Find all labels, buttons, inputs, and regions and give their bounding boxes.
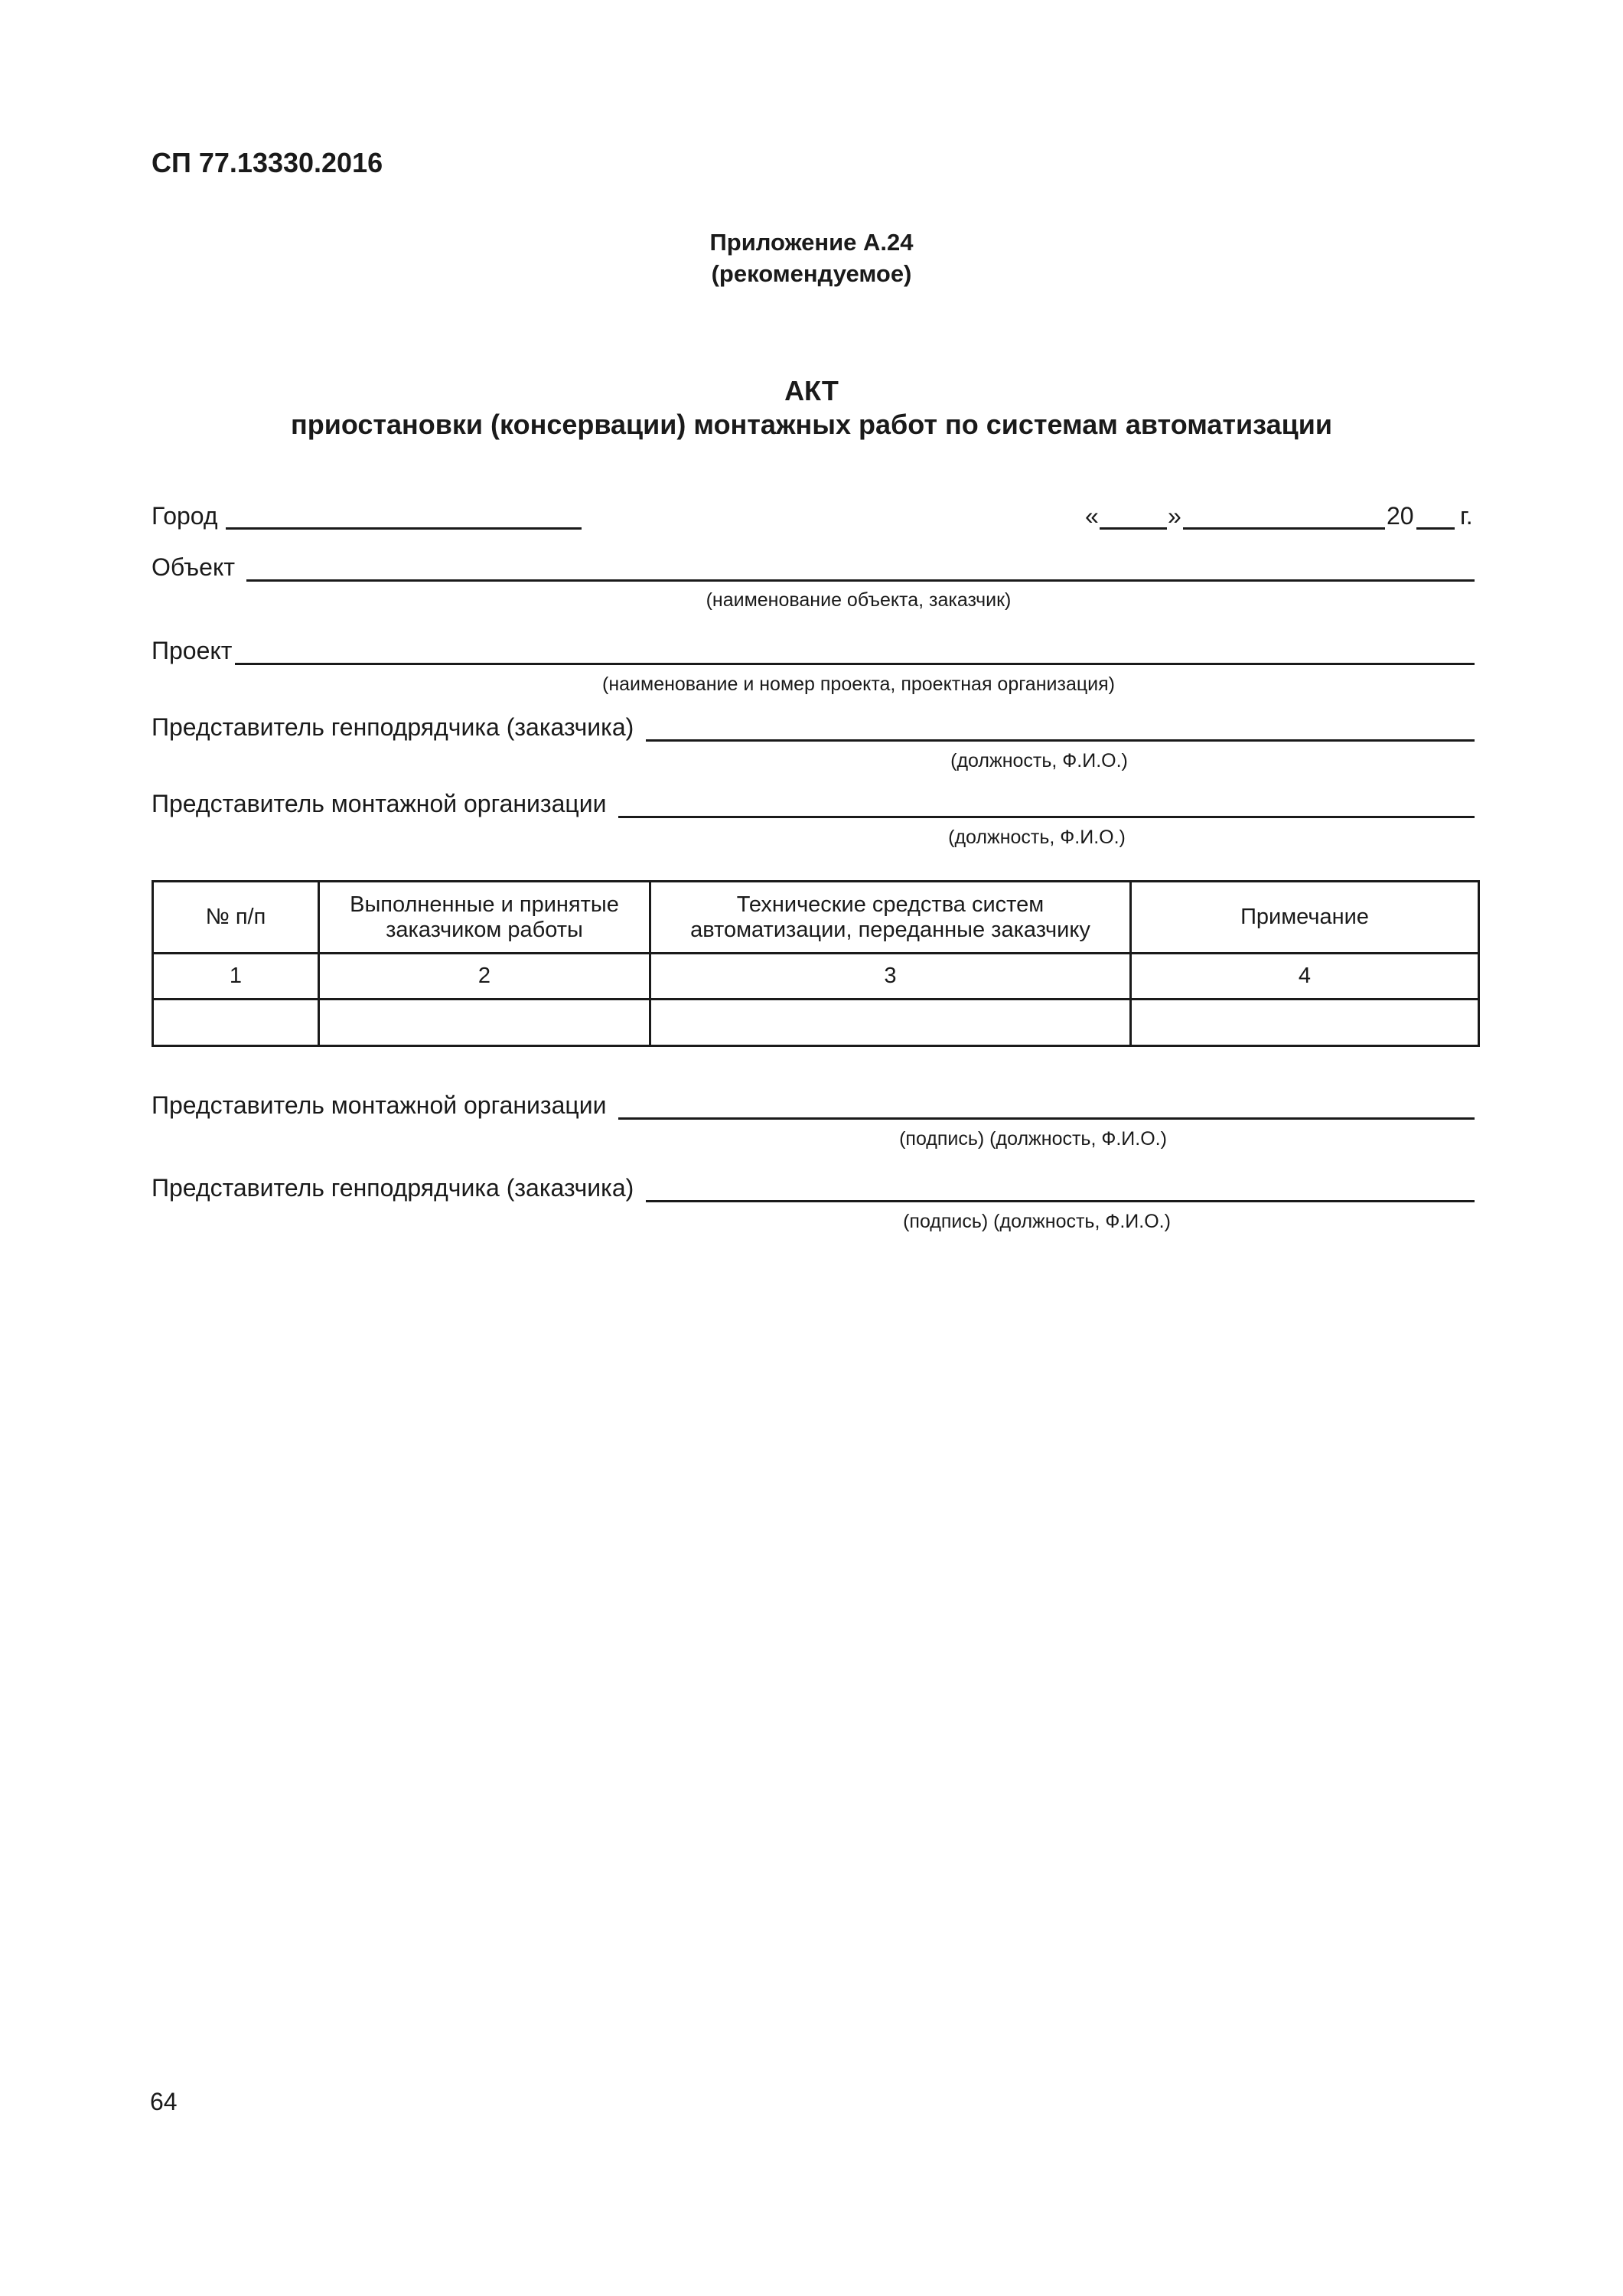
signature-mount-rep-field[interactable]: [618, 1117, 1475, 1120]
table-header-cell: № п/п: [153, 882, 319, 954]
gen-rep-label: Представитель генподрядчика (заказчика): [152, 713, 634, 741]
table-header-cell: Технические средства систем автоматизации, переданные заказчику: [650, 882, 1131, 954]
works-table: [152, 880, 1480, 1047]
act-title: АКТ: [784, 375, 839, 406]
project-label: Проект: [152, 637, 233, 664]
date-day-field[interactable]: [1100, 527, 1167, 530]
signature-gen-rep-hint: (подпись) (должность, Ф.И.О.): [903, 1211, 1171, 1232]
table-header-cell: Выполненные и принятые заказчиком работы: [319, 882, 650, 954]
signature-gen-rep-field[interactable]: [646, 1200, 1475, 1202]
project-hint: (наименование и номер проекта, проектная организация): [602, 673, 1115, 695]
table-cell[interactable]: [1131, 1000, 1479, 1046]
gen-rep-field[interactable]: [646, 739, 1475, 742]
table-column-number-row: [153, 954, 1479, 1000]
table-cell[interactable]: [319, 1000, 650, 1046]
date-month-field[interactable]: [1183, 527, 1385, 530]
date-year-suffix: г.: [1460, 502, 1473, 530]
table-cell[interactable]: [650, 1000, 1131, 1046]
city-label: Город: [152, 502, 218, 530]
mount-rep-hint: (должность, Ф.И.О.): [948, 827, 1126, 848]
mount-rep-label: Представитель монтажной организации: [152, 790, 607, 817]
city-field[interactable]: [226, 527, 582, 530]
object-hint: (наименование объекта, заказчик): [706, 589, 1012, 611]
appendix-title: Приложение А.24: [709, 229, 914, 256]
signature-mount-rep-hint: (подпись) (должность, Ф.И.О.): [899, 1128, 1167, 1150]
table-header-cell: Примечание: [1131, 882, 1479, 954]
table-cell[interactable]: [153, 1000, 319, 1046]
date-year-field[interactable]: [1416, 527, 1455, 530]
date-close-quote: »: [1168, 502, 1181, 530]
table-row: [153, 1000, 1479, 1046]
object-label: Объект: [152, 553, 235, 581]
object-field[interactable]: [246, 579, 1475, 582]
table-header-row: [153, 882, 1479, 954]
table-column-number: 4: [1131, 954, 1479, 1000]
table-column-number: 2: [319, 954, 650, 1000]
table-column-number: 1: [153, 954, 319, 1000]
page-number: 64: [150, 2088, 178, 2115]
signature-mount-rep-label: Представитель монтажной организации: [152, 1091, 607, 1119]
project-field[interactable]: [235, 663, 1475, 665]
appendix-note: (рекомендуемое): [711, 260, 912, 287]
act-subtitle: приостановки (консервации) монтажных работ по системам автоматизации: [290, 409, 1332, 440]
document-code: СП 77.13330.2016: [152, 147, 383, 178]
date-year-prefix: 20: [1387, 502, 1414, 530]
gen-rep-hint: (должность, Ф.И.О.): [950, 750, 1128, 771]
table-column-number: 3: [650, 954, 1131, 1000]
date-open-quote: «: [1085, 502, 1099, 530]
signature-gen-rep-label: Представитель генподрядчика (заказчика): [152, 1174, 634, 1202]
mount-rep-field[interactable]: [618, 816, 1475, 818]
